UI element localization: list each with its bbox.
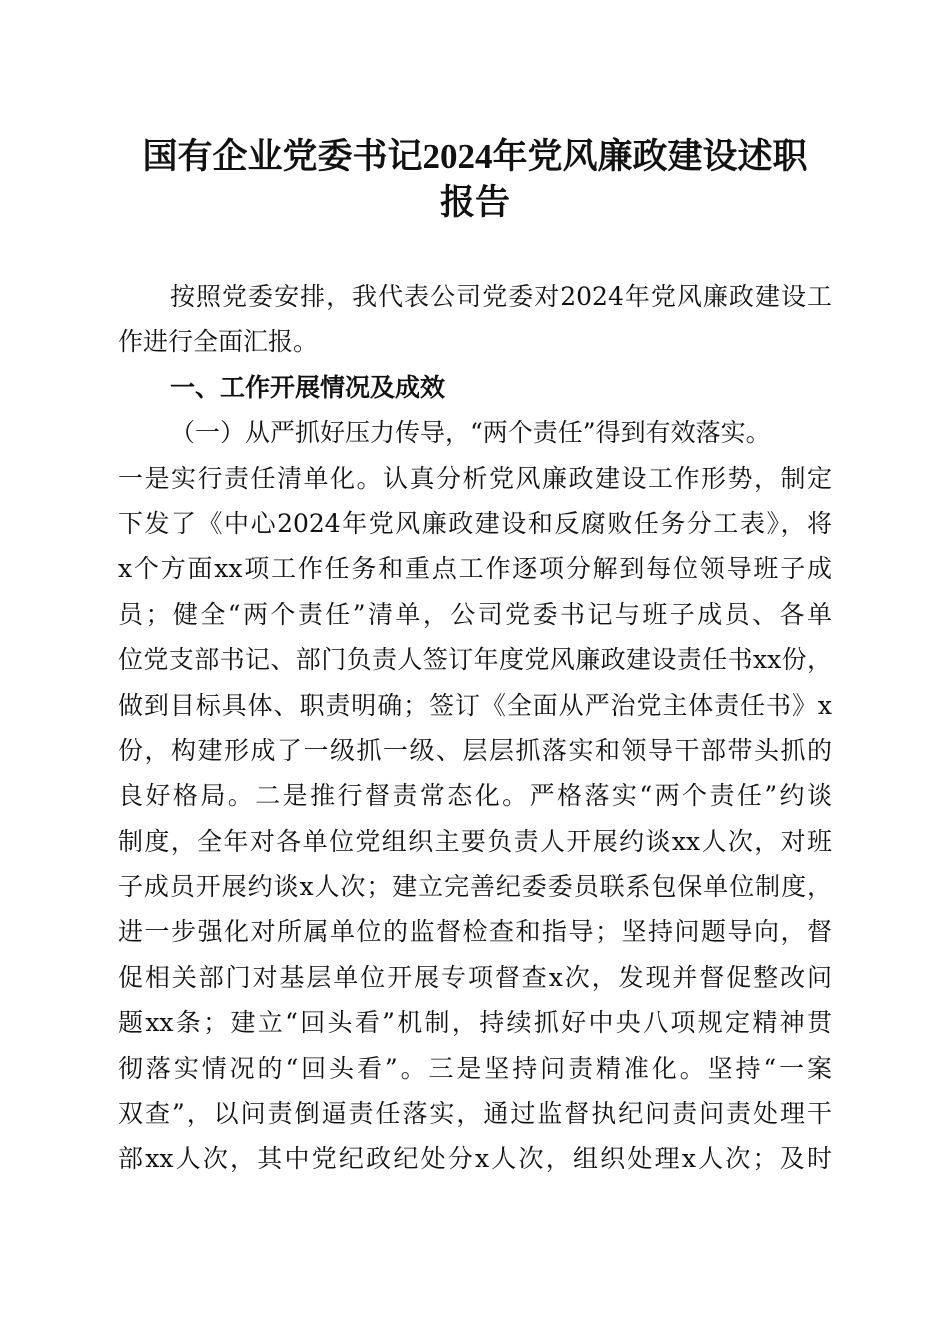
document-title <box>0 134 950 226</box>
paragraph-line: 题xx条；建立“回头看”机制，持续抓好中央八项规定精神贯 <box>118 1008 832 1038</box>
paragraph-line: 彻落实情况的“回头看”。三是坚持问责精准化。坚持“一案 <box>118 1053 832 1083</box>
paragraph-line: 双查”，以问责倒逼责任落实，通过监督执纪问责问责处理干 <box>118 1099 832 1129</box>
paragraph-line: 做到目标具体、职责明确；签订《全面从严治党主体责任书》x <box>118 690 832 720</box>
paragraph-line: 制度，全年对各单位党组织主要负责人开展约谈xx人次，对班 <box>118 826 832 856</box>
paragraph-line: 促相关部门对基层单位开展专项督查x次，发现并督促整改问 <box>118 962 832 992</box>
paragraph-line: 份，构建形成了一级抓一级、层层抓落实和领导干部带头抓的 <box>118 735 832 765</box>
paragraph-line: 位党支部书记、部门负责人签订年度党风廉政建设责任书xx份， <box>118 645 832 675</box>
paragraph-line: 部xx人次，其中党纪政纪处分x人次，组织处理x人次；及时 <box>118 1144 832 1174</box>
document-body <box>118 274 832 1182</box>
paragraph-line: x个方面xx项工作任务和重点工作逐项分解到每位领导班子成 <box>118 554 832 584</box>
paragraph-line: 下发了《中心2024年党风廉政建设和反腐败任务分工表》，将 <box>118 508 832 538</box>
subsection-heading: （一）从严抓好压力传导，“两个责任”得到有效落实。 <box>170 418 771 448</box>
section-heading: 一、工作开展情况及成效 <box>170 372 446 402</box>
paragraph-line: 员；健全“两个责任”清单，公司党委书记与班子成员、各单 <box>118 599 832 629</box>
intro-line-1: 按照党委安排，我代表公司党委对2024年党风廉政建设工 <box>170 282 832 311</box>
paragraph-line: 子成员开展约谈x人次；建立完善纪委委员联系包保单位制度， <box>118 872 832 902</box>
intro-line-2: 作进行全面汇报。 <box>118 327 319 357</box>
paragraph-line: 良好格局。二是推行督责常态化。严格落实“两个责任”约谈 <box>118 781 832 811</box>
paragraph-line: 进一步强化对所属单位的监督检查和指导；坚持问题导向，督 <box>118 917 832 947</box>
paragraph-line: 一是实行责任清单化。认真分析党风廉政建设工作形势，制定 <box>118 463 832 493</box>
title-line-2: 报告 <box>439 183 510 222</box>
paragraph <box>118 456 832 1182</box>
title-line-1: 国有企业党委书记2024年党风廉政建设述职 <box>142 137 808 176</box>
